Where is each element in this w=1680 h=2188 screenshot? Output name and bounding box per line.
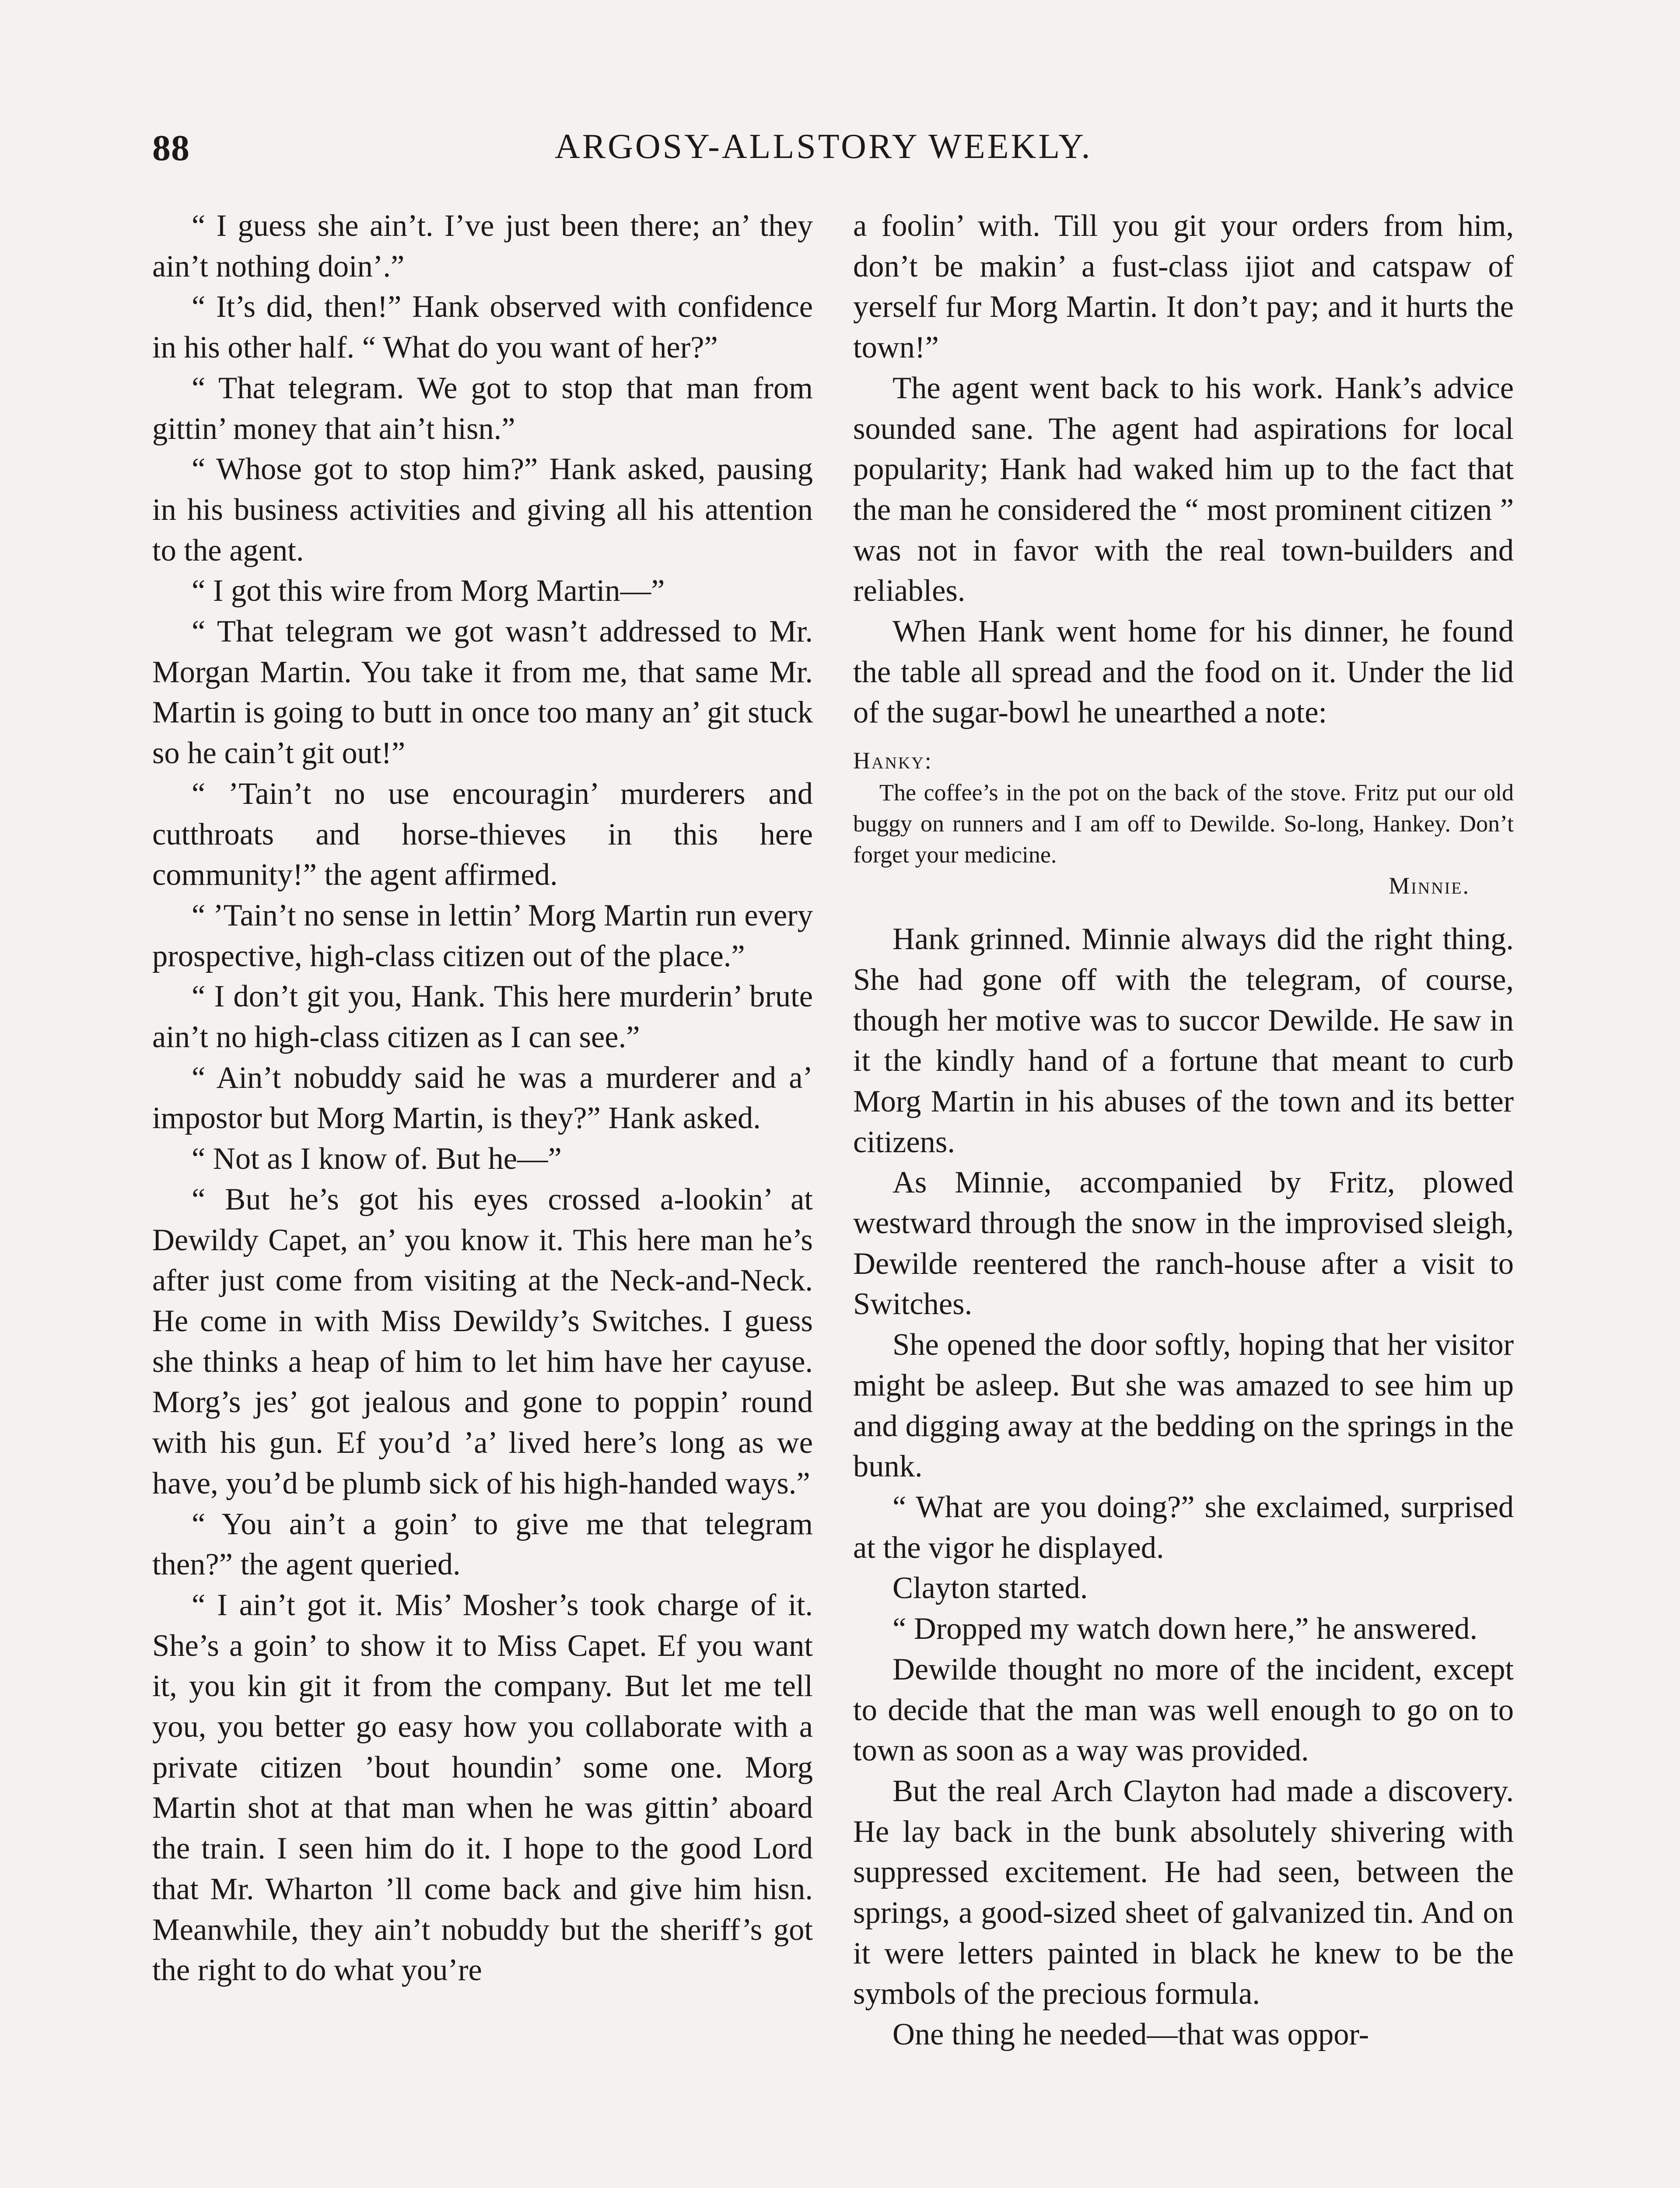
paragraph: “ That telegram. We got to stop that man from gittin’ money that ain’t hisn.” (152, 371, 813, 446)
paragraph: “ Whose got to stop him?” Hank asked, pausing in his business activities and giving all his attention to the agent. (152, 452, 813, 568)
note-body: The coffee’s in the pot on the back of the stove. Fritz put our old buggy on runners and I am off to Dewilde. So-long, Hankey. Don’t forget your medicine. (853, 779, 1514, 868)
paragraph: As Minnie, accompanied by Fritz, plowed westward through the snow in the improvised sleigh, Dewilde reentered the ranch-house after a visit to Switches. (853, 1165, 1514, 1322)
paragraph: “ I got this wire from Morg Martin—” (192, 574, 665, 608)
paragraph: She opened the door softly, hoping that her visitor might be asleep. But she was amazed to see him up and digging away at the bedding on the springs in the bunk. (853, 1328, 1514, 1484)
paragraph: “ Ain’t nobuddy said he was a murderer and a’ impostor but Morg Martin, is they?” Hank asked. (152, 1060, 813, 1136)
page-header (152, 127, 1552, 175)
paragraph: Hank grinned. Minnie always did the right thing. She had gone off with the telegram, of course, though her motive was to succor Dewilde. He saw in it the kindly hand of a fortune that meant to curb Morg Martin in his abuses of the town and its better citizens. (853, 922, 1514, 1159)
paragraph: “ I don’t git you, Hank. This here murderin’ brute ain’t no high-class citizen as I can see.” (152, 979, 813, 1055)
paragraph: “ I ain’t got it. Mis’ Mosher’s took charge of it. She’s a goin’ to show it to Miss Capet. Ef you want it, you kin git it from the company. But let me tell you, you better go easy how you collaborate with a private citizen ’bout houndin’ some one. Morg Martin shot at that man when he was gittin’ aboard the train. I seen him do it. I hope to the good Lord that Mr. Wharton ’ll come back and give him hisn. Meanwhile, they ain’t nobuddy but the sheriff’s got the right to do what you’re (152, 1588, 813, 1988)
paragraph: “ Dropped my watch down here,” he answered. (892, 1612, 1478, 1646)
paragraph: “ But he’s got his eyes crossed a-lookin’ at Dewildy Capet, an’ you know it. This here man he’s after just come from visiting at the Neck-and-Neck. He come in with Miss Dewildy’s Switches. I guess she thinks a heap of him to let him have her cayuse. Morg’s jes’ got jealous and gone to poppin’ round with his gun. Ef you’d ’a’ lived here’s long as we have, you’d be plumb sick of his high-handed ways.” (152, 1182, 813, 1501)
paragraph: Clayton started. (892, 1571, 1088, 1606)
paragraph: But the real Arch Clayton had made a discovery. He lay back in the bunk absolutely shivering with suppressed excitement. He had seen, between the springs, a good-sized sheet of galvanized tin. And on it were letters painted in black he knew to be the symbols of the precious formula. (853, 1774, 1514, 2011)
left-column (152, 206, 813, 1991)
paragraph: “ Not as I know of. But he—” (192, 1142, 562, 1176)
paragraph: “ I guess she ain’t. I’ve just been there; an’ they ain’t nothing doin’.” (152, 209, 813, 284)
running-head: ARGOSY-ALLSTORY WEEKLY. (555, 127, 1092, 166)
paragraph: “ That telegram we got wasn’t addressed to Mr. Morgan Martin. You take it from me, that same Mr. Martin is going to butt in once too many an’ git stuck so he cain’t git out!” (152, 614, 813, 771)
paragraph: “ What are you doing?” she exclaimed, surprised at the vigor he displayed. (853, 1490, 1514, 1565)
handwritten-note (853, 745, 1514, 901)
paragraph: The agent went back to his work. Hank’s advice sounded sane. The agent had aspirations for local popularity; Hank had waked him up to the fact that the man he considered the “ most prominent citizen ” was not in favor with the real town-builders and reliables. (853, 371, 1514, 608)
paragraph: “ You ain’t a goin’ to give me that telegram then?” the agent queried. (152, 1507, 813, 1582)
note-salutation: Hanky: (853, 747, 933, 774)
right-column (853, 206, 1514, 2055)
paragraph: Dewilde thought no more of the incident, except to decide that the man was well enough to go on to town as soon as a way was provided. (853, 1652, 1514, 1768)
paragraph-continued: a foolin’ with. Till you git your orders from him, don’t be makin’ a fust-class ijiot and catspaw of yerself fur Morg Martin. It don’t pay; and it hurts the town!” (853, 209, 1514, 365)
page-number: 88 (152, 128, 190, 168)
paragraph: When Hank went home for his dinner, he found the table all spread and the food on it. Under the lid of the sugar-bowl he unearthed a note: (853, 614, 1514, 730)
paragraph: “ ’Tain’t no sense in lettin’ Morg Martin run every prospective, high-class citizen out of the place.” (152, 898, 813, 973)
note-signature: Minnie. (1389, 873, 1470, 899)
paragraph: One thing he needed—that was oppor- (892, 2017, 1369, 2052)
paragraph: “ ’Tain’t no use encouragin’ murderers and cutthroats and horse-thieves in this here community!” the agent affirmed. (152, 776, 813, 892)
paragraph: “ It’s did, then!” Hank observed with confidence in his other half. “ What do you want of her?” (152, 290, 813, 365)
